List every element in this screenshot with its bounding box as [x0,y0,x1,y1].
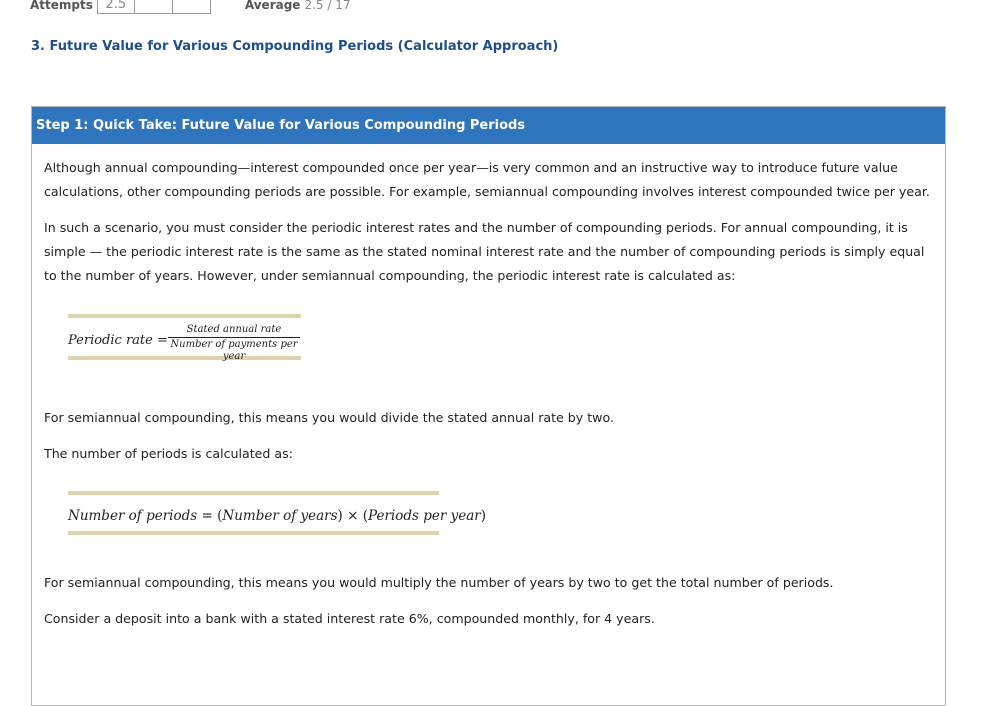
average-value: 2.5 / 17 [304,0,351,12]
equals-sign: = [201,508,213,524]
formula-expression [68,504,486,528]
paragraph-semiannual-rate: For semiannual compounding, this means you would divide the stated annual rate by two. [44,410,614,425]
paragraph-deposit-example: Consider a deposit into a bank with a stated interest rate 6%, compounded monthly, for 4 years. [44,611,655,626]
formula-lhs-text: Number of periods [68,508,198,524]
rate-fraction [168,324,300,363]
attempt-cell-3 [173,0,211,14]
fraction-numerator: Stated annual rate [168,324,300,338]
attempts-label: Attempts [30,0,93,12]
number-of-periods-formula [68,491,487,535]
step-body [32,144,945,631]
paragraph-intro: Although annual compounding—interest compounded once per year—is very common and an instructive way to introduce future value calculations, other compounding periods are possible. For example, semiannual compounding involves interest compounded twice per year. [44,160,930,199]
close-paren: ) [337,508,343,524]
paragraph-scenario: In such a scenario, you must consider the periodic interest rates and the number of compounding periods. For annual compounding, it is simple — the periodic interest rate is the same as the stated nominal interest rate and the number of compounding periods is simply equal to the number of years. However, under semiannual compounding, the periodic interest rate is calculated as: [44,220,925,283]
term-periods-per-year: Periods per year [368,508,481,524]
fraction-denominator: Number of payments per year [170,339,298,362]
periodic-rate-formula [68,314,301,360]
open-paren: ( [217,508,223,524]
step-panel [31,106,946,706]
paragraph-periods-intro: The number of periods is calculated as: [44,446,293,461]
step-header: Step 1: Quick Take: Future Value for Various Compounding Periods [32,107,945,144]
average-label: Average [244,0,301,12]
question-title: 3. Future Value for Various Compounding Periods (Calculator Approach) [31,39,559,54]
attempt-cell-2 [135,0,173,14]
term-years: Number of years [222,508,338,524]
attempt-cell-1: 2.5 [97,0,135,14]
formula-lhs-text: Periodic rate [68,333,153,348]
close-paren: ) [480,508,487,524]
attempts-bar [30,0,350,16]
times-sign: × [347,508,359,524]
equals-sign: = [156,333,168,348]
open-paren: ( [362,508,369,524]
paragraph-semiannual-periods: For semiannual compounding, this means you would multiply the number of years by two to get the total number of periods. [44,575,834,590]
formula-lhs [68,329,168,353]
